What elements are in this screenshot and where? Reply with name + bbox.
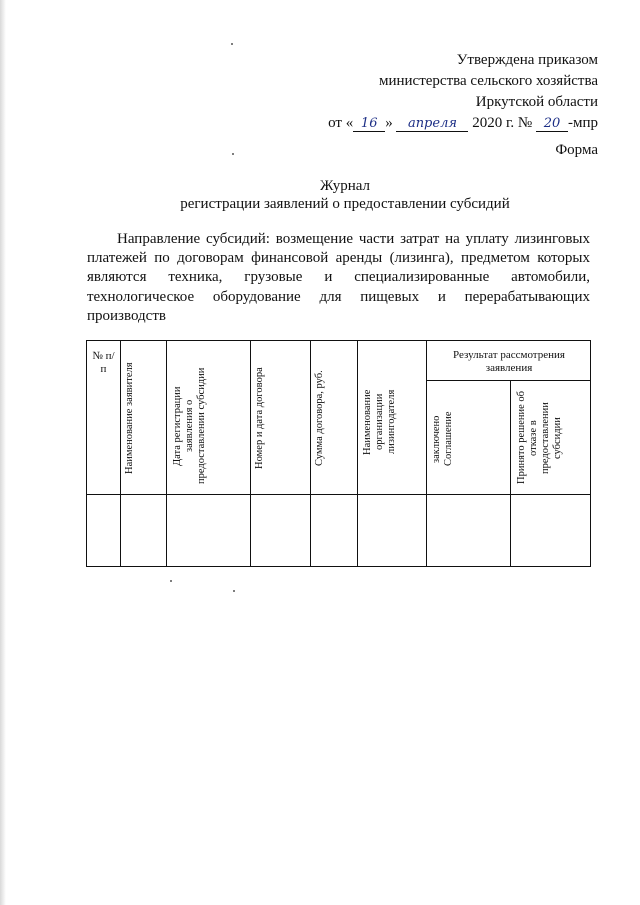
handwritten-month: апреля [396,117,468,132]
header-col-registration-date: Дата регистрации заявления о предоставлении субсидии [172,367,207,485]
approval-line-2: министерства сельского хозяйства [378,73,598,89]
approval-prefix: от « [328,115,354,131]
form-label: Форма [555,142,598,158]
approval-block [328,50,598,134]
scan-edge [0,0,6,905]
header-group-result: Результат рассмотрения заявления [453,349,565,374]
approval-line-3: Иркутской области [475,94,598,110]
header-col-lessor: Наименование организации лизингодателя [362,389,397,455]
journal-subtitle: регистрации заявлений о предоставлении субсидий [180,196,510,212]
header-col-refusal: Принято решение об отказе в предоставлении субсидии [516,391,563,485]
approval-date-line [328,113,598,134]
handwritten-day: 16 [353,117,385,132]
header-col-number: № п/п [92,350,115,375]
approval-suffix: -мпр [567,115,598,131]
header-col-agreement: заключено Соглашение [431,411,454,467]
scan-speck [233,590,235,592]
scan-speck [232,153,234,155]
journal-title: Журнал [319,178,370,194]
handwritten-number: 20 [536,117,568,132]
scan-speck [231,43,233,45]
header-col-applicant: Наименование заявителя [124,362,135,474]
approval-year: 2020 г. № [472,115,533,131]
registration-table [86,340,591,567]
header-col-contract-sum: Сумма договора, руб. [314,370,325,466]
approval-close-quote: » [385,115,393,131]
header-col-contract: Номер и дата договора [254,367,265,469]
scan-speck [170,580,172,582]
approval-line-1: Утверждена приказом [456,52,598,68]
subsidy-direction-paragraph: Направление субсидий: возмещение части затрат на уплату лизинговых платежей по договорам финансовой аренды (лизинга), предметом которых являются техника, грузовые и специализированные автомобили, технологическое оборудование для пищевых и перерабатывающих производств [87,231,590,324]
